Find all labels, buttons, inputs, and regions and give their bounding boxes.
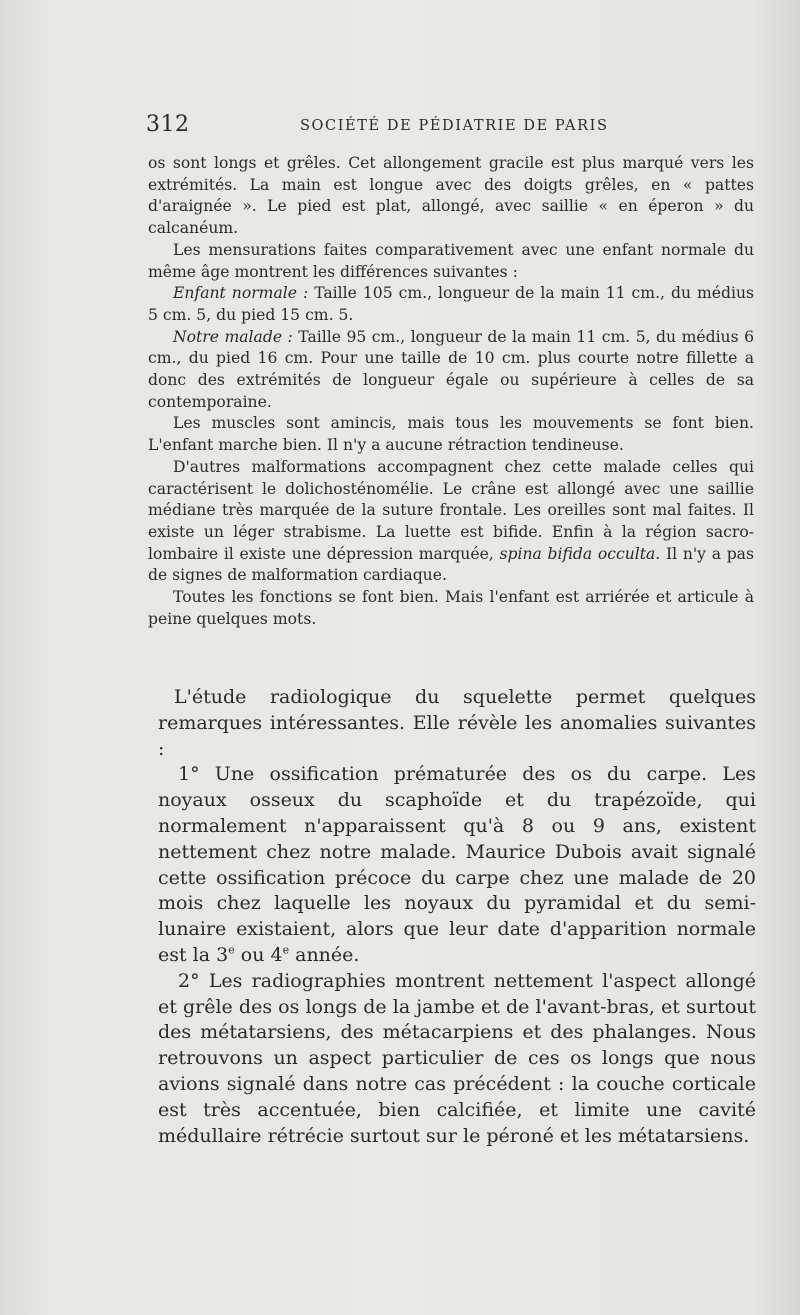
radiology-section bbox=[158, 685, 756, 1149]
paragraph bbox=[158, 762, 756, 968]
page-number: 312 bbox=[146, 112, 190, 137]
paragraph: Les muscles sont amincis, mais tous les mouvements se font bien. L'enfant marche bien. Il n'y a aucune rétraction tendineuse. bbox=[148, 414, 754, 455]
paragraph: Toutes les fonctions se font bien. Mais l'enfant est arriérée et articule à peine quelques mots. bbox=[148, 588, 754, 628]
superscript: e bbox=[282, 943, 290, 957]
paragraph: 2° Les radiographies montrent nettement l'aspect allongé et grêle des os longs de la jambe et de l'avant-bras, et surtout des métatarsiens, des métacarpiens et des phalanges. Nous retrouvons un aspect particulier de ces os longs que nous avions signalé dans notre cas précédent : la couche corticale est très accentuée, bien calcifiée, et limite une cavité médullaire rétrécie surtout sur le péroné et les métatarsiens. bbox=[158, 969, 756, 1147]
case-description bbox=[148, 153, 754, 630]
paragraph-text: année. bbox=[289, 943, 360, 966]
page-header bbox=[146, 112, 656, 142]
paragraph bbox=[148, 327, 754, 414]
italic-label: Enfant normale : bbox=[173, 284, 309, 303]
paragraph-text: Taille 95 cm., longueur de la main 11 cm. 5, du médius 6 cm., du pied 16 cm. Pour une taille de 10 cm. plus courte notre fillette a donc des extrémités de longueur égale ou supérieure à celles de sa contemporaine. bbox=[148, 327, 755, 411]
paragraph-text: Il n'y a pas de signes de malformation cardiaque. bbox=[148, 544, 754, 585]
paragraph: os sont longs et grêles. Cet allongement gracile est plus marqué vers les extrémités. La main est longue avec des doigts grêles, en « pattes d'araignée ». Le pied est plat, allongé, avec saillie « en éperon » du calcanéum. bbox=[148, 154, 754, 238]
paragraph-text: D'autres malformations accompagnent chez cette malade celles qui caractérisent le dolichosténomélie. Le crâne est allongé avec une saillie médiane très marquée de la suture frontale. Les oreilles sont mal faites. Il existe un léger strabisme. La luette est bifide. Enfin à la région sacro-lombaire il existe une dépression marquée, bbox=[148, 457, 754, 563]
running-title: SOCIÉTÉ DE PÉDIATRIE DE PARIS bbox=[300, 118, 609, 134]
italic-label: Notre malade : bbox=[173, 327, 293, 346]
paragraph bbox=[148, 457, 754, 587]
paragraph: Les mensurations faites comparativement avec une enfant normale du même âge montrent les différences suivantes : bbox=[148, 240, 754, 281]
paragraph: L'étude radiologique du squelette permet quelques remarques intéressantes. Elle révèle les anomalies suivantes : bbox=[158, 686, 756, 760]
paragraph bbox=[148, 283, 754, 326]
paragraph-text: Taille 105 cm., longueur de la main 11 cm., du médius 5 cm. 5, du pied 15 cm. 5. bbox=[148, 284, 755, 324]
paragraph-text: ou 4 bbox=[234, 943, 283, 966]
superscript: e bbox=[228, 943, 235, 957]
paragraph-text: 1° Une ossification prématurée des os du carpe. Les noyaux osseux du scaphoïde et du trapézoïde, qui normalement n'apparaissent qu'à 8 ou 9 ans, existent nettement chez notre malade. Maurice Dubois avait signalé cette ossification précoce du carpe chez une malade de 20 mois chez laquelle les noyaux du pyramidal et du semi-lunaire existaient, alors que leur date d'apparition normale est la 3 bbox=[158, 763, 756, 966]
italic-term: spina bifida occulta. bbox=[499, 544, 661, 563]
